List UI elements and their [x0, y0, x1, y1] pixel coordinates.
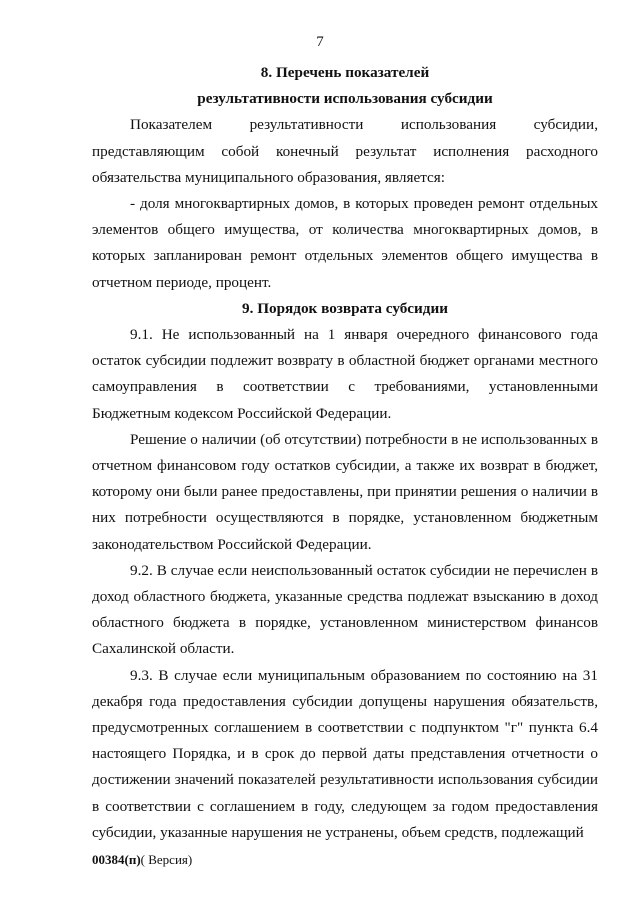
- footer-document-code: [92, 852, 192, 868]
- section-9-paragraph-9-3: 9.3. В случае если муниципальным образованием по состоянию на 31 декабря года предоставления субсидии допущены нарушения обязательств, предусмотренных соглашением в соответствии с подпунктом "г" пункта 6.4 настоящего Порядка, и в срок до первой даты представления отчетности о достижении значений показателей результативности использования субсидии в соответствии с соглашением в году, следующем за годом предоставления субсидии, указанные нарушения не устранены, объем средств, подлежащий: [92, 666, 598, 841]
- section-9-paragraph-9-1: 9.1. Не использованный на 1 января очередного финансового года остаток субсидии подлежит возврату в областной бюджет органами местного самоуправления в соответствии с требованиями, установленными Бюджетным кодексом Российской Федерации.: [92, 326, 598, 422]
- section-9-paragraph-9-2: 9.2. В случае если неиспользованный остаток субсидии не перечислен в доход областного бюджета, указанные средства подлежат взысканию в доход областного бюджета в порядке, установленном министерством финансов Сахалинской области.: [92, 561, 598, 658]
- footer-code: 00384(п): [92, 852, 141, 867]
- section-8-paragraph-1: Показателем результативности использования субсидии, представляющим собой конечный результат исполнения расходного обязательства муниципального образования, является:: [92, 116, 598, 186]
- footer-version: ( Версия): [140, 852, 193, 867]
- section-8-title: [92, 60, 598, 112]
- section-8-paragraph-2: - доля многоквартирных домов, в которых проведен ремонт отдельных элементов общего имущества, от количества многоквартирных домов, в которых запланирован ремонт отдельных элементов общего имущества в отчетном периоде, процент.: [92, 195, 598, 291]
- document-body: [92, 60, 598, 846]
- section-9-paragraph-decision: Решение о наличии (об отсутствии) потребности в не использованных в отчетном финансовом году остатков субсидии, а также их возврат в бюджет, которому они были ранее предоставлены, при принятии решения о наличии в них потребности осуществляются в порядке, установленном бюджетным законодательством Российской Федерации.: [92, 430, 598, 553]
- page-number: 7: [316, 34, 324, 50]
- section-9-title: 9. Порядок возврата субсидии: [242, 299, 448, 317]
- section-8-title-line2: результативности использования субсидии: [197, 90, 493, 108]
- section-8-title-line1: 8. Перечень показателей: [260, 64, 430, 81]
